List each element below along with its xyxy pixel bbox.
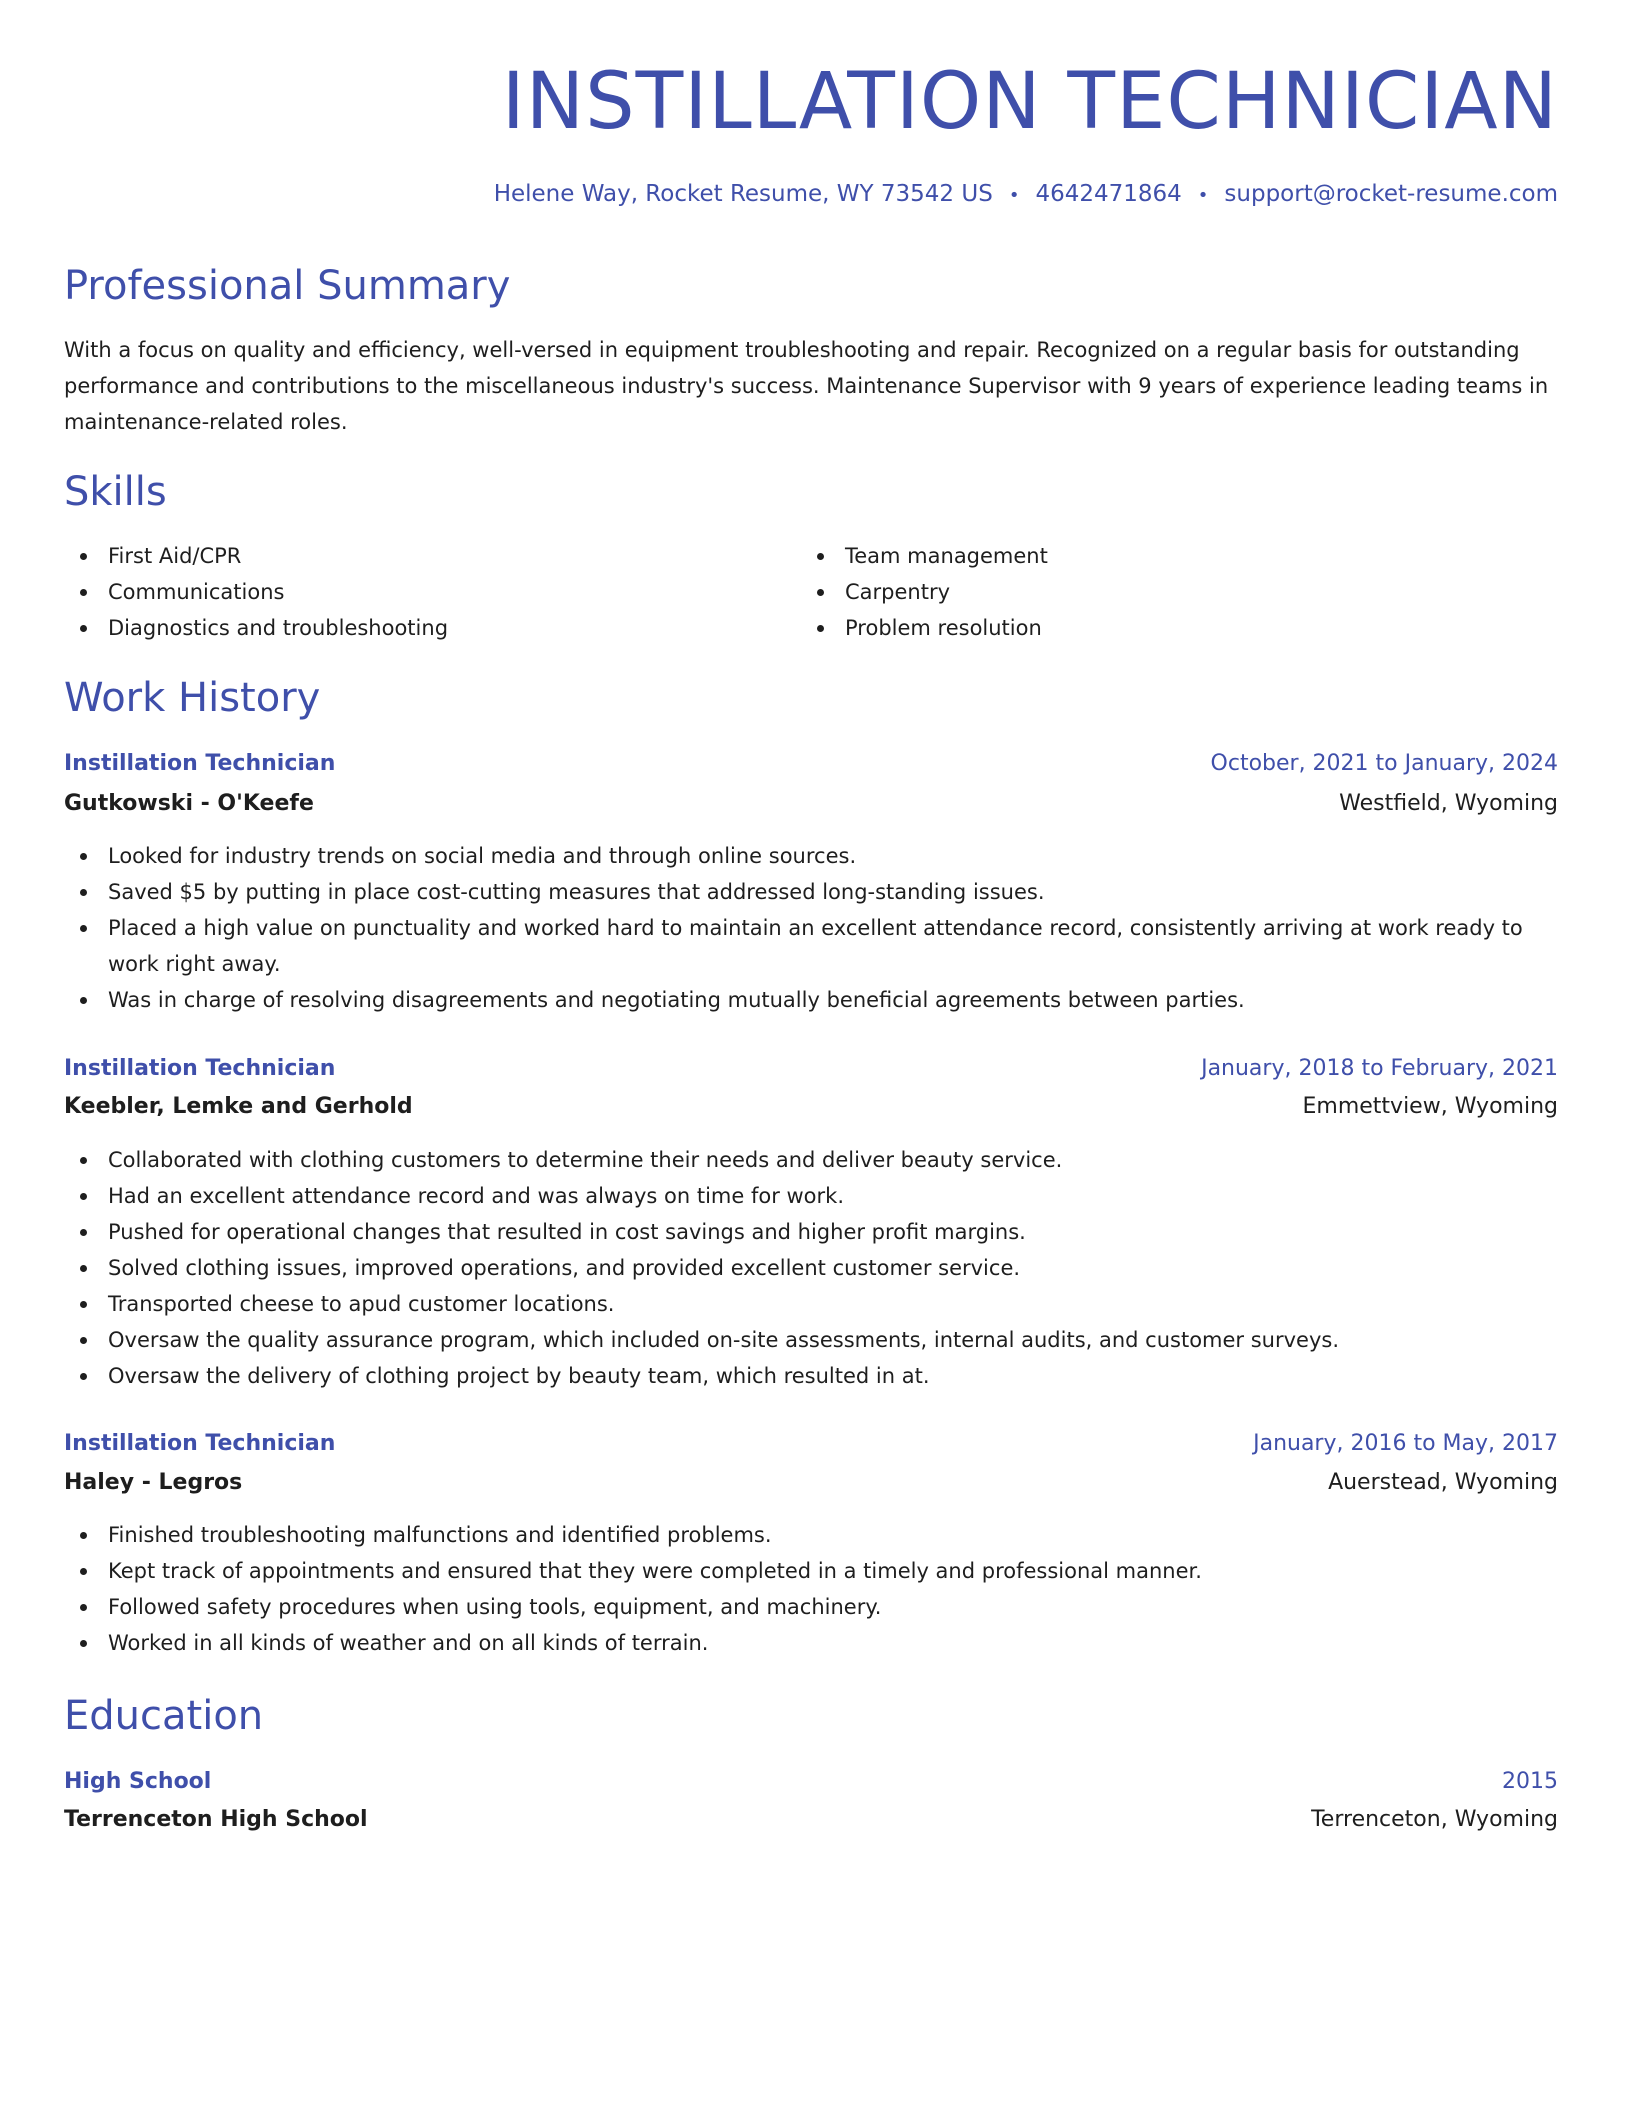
job-company: Haley - Legros	[64, 1470, 243, 1495]
contact-separator: •	[1197, 185, 1209, 206]
job-location: Emmettview, Wyoming	[1302, 1094, 1558, 1119]
education-degree: High School	[64, 1769, 212, 1794]
skill-item: Team management	[801, 538, 1501, 574]
job-company-row	[64, 1467, 1558, 1499]
job-bullet: Collaborated with clothing customers to determine their needs and deliver beauty service.	[64, 1142, 1558, 1178]
job-title: Instillation Technician	[64, 1056, 336, 1081]
section-title-summary: Professional Summary	[64, 263, 511, 309]
job-dates: January, 2018 to February, 2021	[1201, 1056, 1558, 1081]
job-bullet: Oversaw the delivery of clothing project by beauty team, which resulted in at.	[64, 1358, 1558, 1394]
job-bullet: Solved clothing issues, improved operations, and provided excellent customer service.	[64, 1250, 1558, 1286]
job-dates: January, 2016 to May, 2017	[1253, 1431, 1558, 1456]
job-header	[64, 1428, 1558, 1460]
job-company: Gutkowski - O'Keefe	[64, 791, 314, 816]
education-location: Terrenceton, Wyoming	[1311, 1807, 1558, 1832]
resume-name-heading: INSTILLATION TECHNICIAN	[501, 57, 1558, 147]
job-bullets	[64, 838, 1558, 1018]
job-title: Instillation Technician	[64, 751, 336, 776]
job-title: Instillation Technician	[64, 1431, 336, 1456]
contact-address: Helene Way, Rocket Resume, WY 73542 US	[493, 181, 993, 207]
job-bullet: Transported cheese to apud customer locations.	[64, 1286, 1558, 1322]
job-company-row	[64, 1091, 1558, 1123]
contact-separator: •	[1008, 185, 1020, 206]
job-bullet: Was in charge of resolving disagreements and negotiating mutually beneficial agreements between parties.	[64, 982, 1558, 1018]
education-header	[64, 1766, 1558, 1798]
job-location: Westfield, Wyoming	[1339, 791, 1558, 816]
job-bullet: Kept track of appointments and ensured that they were completed in a timely and professional manner.	[64, 1553, 1558, 1589]
skill-item: Diagnostics and troubleshooting	[64, 610, 764, 646]
job-dates: October, 2021 to January, 2024	[1210, 751, 1558, 776]
job-bullet: Pushed for operational changes that resulted in cost savings and higher profit margins.	[64, 1214, 1558, 1250]
job-bullet: Saved $5 by putting in place cost-cutting measures that addressed long-standing issues.	[64, 874, 1558, 910]
job-bullet: Looked for industry trends on social media and through online sources.	[64, 838, 1558, 874]
job-header	[64, 1053, 1558, 1085]
job-company: Keebler, Lemke and Gerhold	[64, 1094, 413, 1119]
skill-item: Communications	[64, 574, 764, 610]
job-bullet: Worked in all kinds of weather and on all kinds of terrain.	[64, 1625, 1558, 1661]
job-bullet: Followed safety procedures when using tools, equipment, and machinery.	[64, 1589, 1558, 1625]
skill-item: First Aid/CPR	[64, 538, 764, 574]
job-bullets	[64, 1142, 1558, 1394]
section-title-education: Education	[64, 1693, 264, 1739]
education-school: Terrenceton High School	[64, 1807, 368, 1832]
skill-item: Carpentry	[801, 574, 1501, 610]
skills-list-left	[64, 538, 764, 646]
skills-list-right	[801, 538, 1501, 646]
job-bullet: Oversaw the quality assurance program, which included on-site assessments, internal audits, and customer surveys.	[64, 1322, 1558, 1358]
job-bullet: Had an excellent attendance record and was always on time for work.	[64, 1178, 1558, 1214]
contact-email: support@rocket-resume.com	[1224, 181, 1558, 207]
job-bullet: Finished troubleshooting malfunctions and identified problems.	[64, 1517, 1558, 1553]
job-location: Auerstead, Wyoming	[1328, 1470, 1558, 1495]
section-title-skills: Skills	[64, 469, 167, 515]
job-bullet: Placed a high value on punctuality and worked hard to maintain an excellent attendance record, consistently arriving at work ready to work right away.	[64, 910, 1558, 982]
skill-item: Problem resolution	[801, 610, 1501, 646]
education-school-row	[64, 1804, 1558, 1836]
job-bullets	[64, 1517, 1558, 1661]
job-header	[64, 748, 1558, 780]
summary-text: With a focus on quality and efficiency, well-versed in equipment troubleshooting and repair. Recognized on a regular basis for outstanding performance and contributions to the miscellaneous industry's success. Maintenance Supervisor with 9 years of experience leading teams in maintenance-related roles.	[64, 338, 1549, 434]
section-title-work-history: Work History	[64, 675, 321, 721]
job-company-row	[64, 788, 1558, 820]
contact-line	[494, 178, 1558, 212]
education-year: 2015	[1502, 1769, 1558, 1794]
contact-phone: 4642471864	[1035, 181, 1182, 207]
